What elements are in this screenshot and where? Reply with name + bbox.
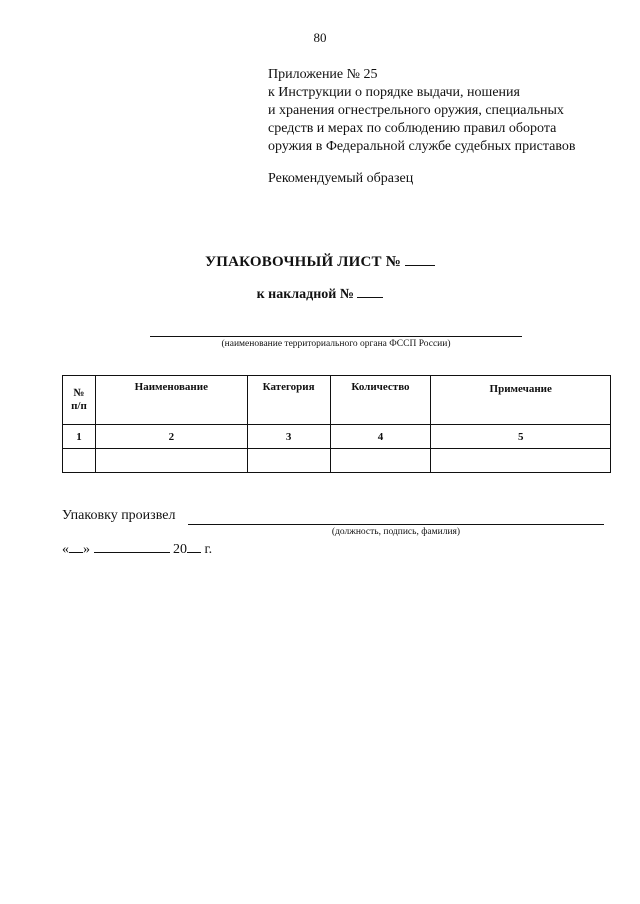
column-numbers-row	[63, 425, 611, 449]
column-header-note: Примечание	[431, 376, 611, 425]
packed-by-line	[188, 524, 604, 525]
org-name-caption: (наименование территориального органа ФССП России)	[221, 339, 451, 349]
appendix-line: Приложение № 25	[268, 67, 378, 82]
year-suffix: г.	[204, 542, 213, 557]
appendix-line: и хранения огнестрельного оружия, специальных	[268, 103, 564, 118]
column-header-number	[63, 376, 96, 425]
appendix-line: средств и мерах по соблюдению правил оборота	[268, 121, 557, 136]
waybill-reference-text: к накладной №	[256, 287, 354, 302]
column-header-name: Наименование	[95, 376, 247, 425]
title-number-blank	[405, 253, 435, 266]
date-open-quote: «	[62, 542, 69, 557]
column-header-quantity: Количество	[330, 376, 431, 425]
items-table	[62, 375, 611, 473]
column-header-category: Категория	[247, 376, 330, 425]
table-header-row	[63, 376, 611, 425]
page-number: 80	[313, 30, 327, 45]
month-blank	[94, 540, 170, 553]
table-cell: 2	[95, 425, 247, 449]
column-header-number-text: № п/п	[71, 387, 87, 412]
day-blank	[69, 540, 83, 553]
appendix-header	[268, 66, 575, 156]
sample-note: Рекомендуемый образец	[268, 171, 414, 186]
table-cell: 5	[431, 425, 611, 449]
date-close-quote: »	[83, 542, 90, 557]
packed-by-caption: (должность, подпись, фамилия)	[331, 527, 461, 537]
waybill-reference	[0, 285, 640, 303]
table-cell	[247, 449, 330, 473]
table-cell	[431, 449, 611, 473]
year-prefix: 20	[173, 542, 187, 557]
table-cell	[63, 449, 96, 473]
packed-by-label: Упаковку произвел	[62, 508, 176, 523]
table-cell: 1	[63, 425, 96, 449]
appendix-line: оружия в Федеральной службе судебных приставов	[268, 139, 576, 154]
table-cell	[330, 449, 431, 473]
document-title-text: УПАКОВОЧНЫЙ ЛИСТ №	[205, 254, 401, 270]
appendix-line: к Инструкции о порядке выдачи, ношения	[268, 85, 520, 100]
date-line	[62, 540, 212, 558]
table-cell	[95, 449, 247, 473]
document-title	[0, 253, 640, 271]
table-cell: 4	[330, 425, 431, 449]
table-cell: 3	[247, 425, 330, 449]
table-row	[63, 449, 611, 473]
waybill-number-blank	[357, 285, 383, 298]
org-name-line	[150, 336, 522, 337]
year-blank	[187, 540, 201, 553]
